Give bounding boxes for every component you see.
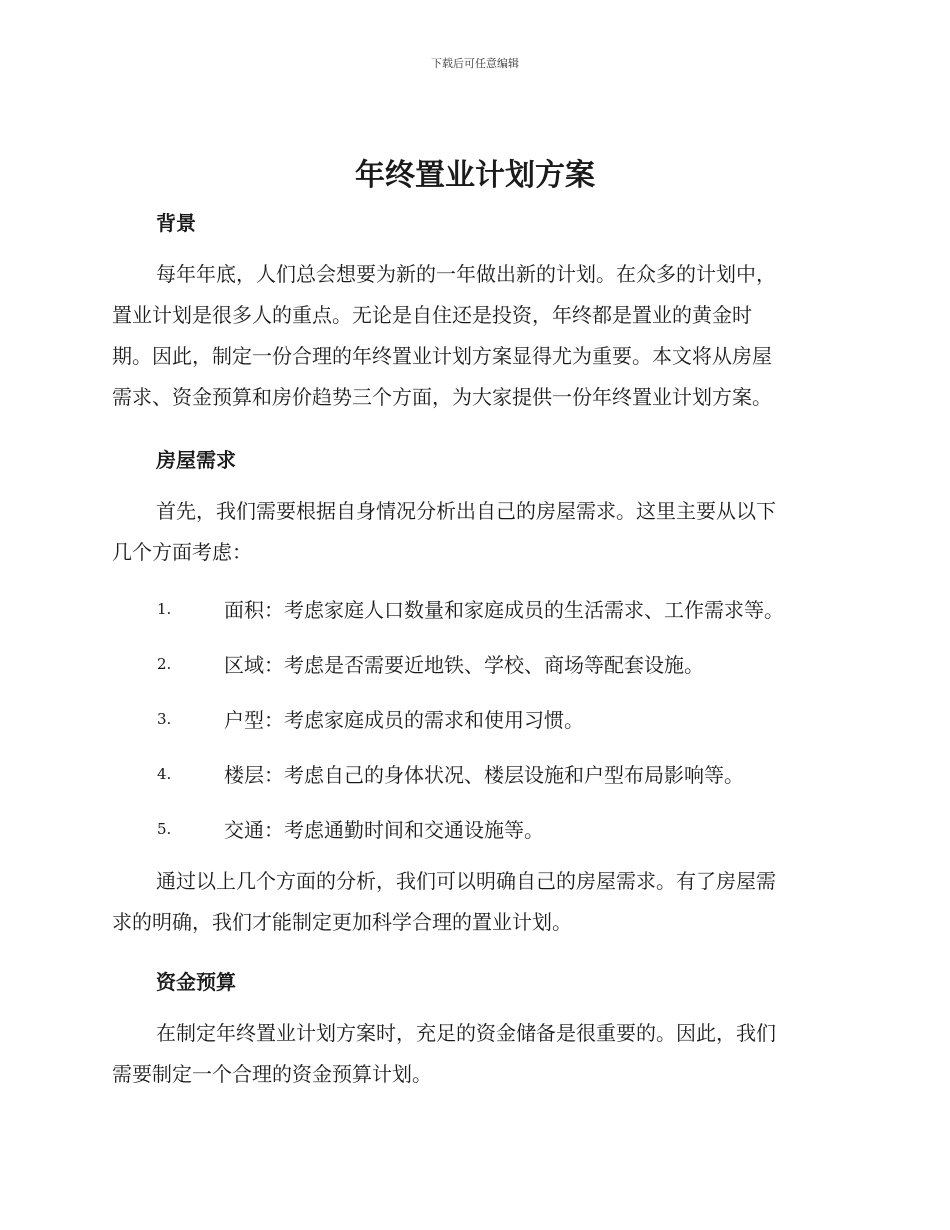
housing-needs-intro: 首先，我们需要根据自身情况分析出自己的房屋需求。这里主要从以下 几个方面考虑： bbox=[112, 499, 776, 564]
list-item-text: 面积：考虑家庭人口数量和家庭成员的生活需求、工作需求等。 bbox=[224, 598, 784, 622]
list-item-text: 区域：考虑是否需要近地铁、学校、商场等配套设施。 bbox=[224, 653, 704, 677]
section-heading-budget: 资金预算 bbox=[156, 970, 236, 994]
section-heading-housing-needs: 房屋需求 bbox=[156, 448, 236, 472]
background-paragraph: 每年年底，人们总会想要为新的一年做出新的计划。在众多的计划中， 置业计划是很多人的重点。无论是自住还是投资，年终都是置业的黄金时 期。因此，制定一份合理的年终置业计划方案显得尤为重要。本文将从房屋 需求、资金预算和房价趋势三个方面，为大家提供一份年终置业计划方案。 bbox=[112, 262, 776, 409]
list-item-text: 户型：考虑家庭成员的需求和使用习惯。 bbox=[224, 708, 584, 732]
list-item bbox=[0, 704, 950, 734]
list-item bbox=[0, 759, 950, 789]
budget-paragraph: 在制定年终置业计划方案时，充足的资金储备是很重要的。因此，我们 需要制定一个合理的资金预算计划。 bbox=[112, 1021, 776, 1086]
list-item-number: 2. bbox=[157, 655, 172, 673]
list-item-number: 4. bbox=[157, 765, 172, 783]
section-heading-background: 背景 bbox=[156, 211, 196, 235]
housing-needs-conclusion: 通过以上几个方面的分析，我们可以明确自己的房屋需求。有了房屋需 求的明确，我们才能制定更加科学合理的置业计划。 bbox=[112, 869, 776, 934]
list-item bbox=[0, 594, 950, 624]
list-item-number: 1. bbox=[157, 600, 172, 618]
page-header-note: 下载后可任意编辑 bbox=[431, 57, 519, 70]
list-item-number: 5. bbox=[157, 820, 172, 838]
list-item bbox=[0, 814, 950, 844]
list-item bbox=[0, 649, 950, 679]
list-item-number: 3. bbox=[157, 710, 172, 728]
list-item-text: 楼层：考虑自己的身体状况、楼层设施和户型布局影响等。 bbox=[224, 763, 744, 787]
list-item-text: 交通：考虑通勤时间和交通设施等。 bbox=[224, 818, 544, 842]
document-title: 年终置业计划方案 bbox=[355, 158, 595, 193]
